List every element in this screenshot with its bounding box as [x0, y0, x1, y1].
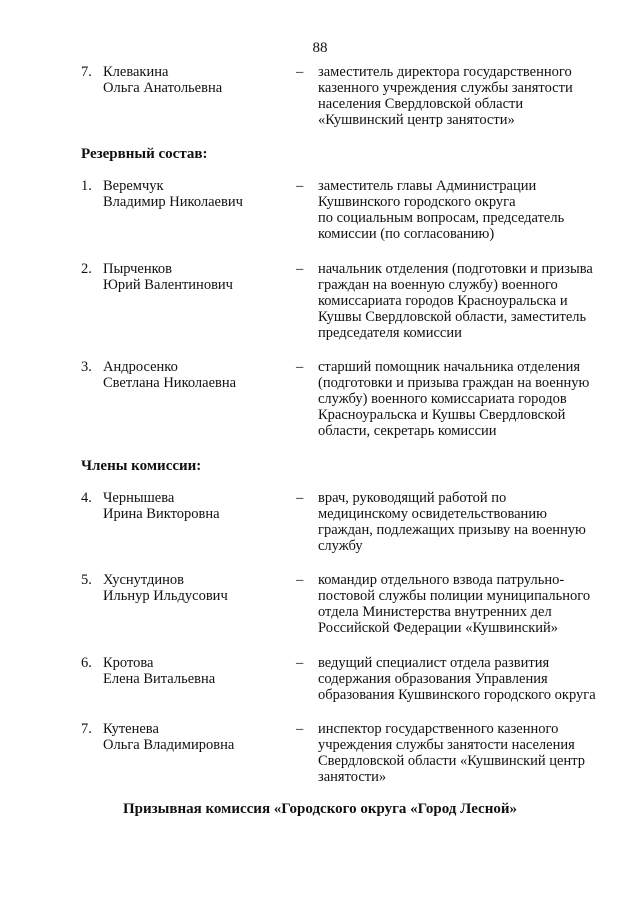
member-given-name: Ирина Викторовна — [103, 506, 220, 522]
position-line: области, секретарь комиссии — [318, 423, 497, 439]
member-given-name: Ольга Анатольевна — [103, 80, 223, 96]
member-name — [103, 64, 293, 96]
position-line: учреждения службы занятости населения — [318, 737, 575, 753]
member-given-name: Ольга Владимировна — [103, 737, 235, 753]
section-heading-reserve: Резервный состав: — [81, 146, 208, 162]
entry-number: 1. — [81, 178, 92, 194]
member-given-name: Светлана Николаевна — [103, 375, 237, 391]
member-surname: Хуснутдинов — [103, 572, 185, 588]
member-name — [103, 359, 293, 391]
member-given-name: Елена Витальевна — [103, 671, 216, 687]
member-position — [318, 359, 618, 439]
entry-number: 3. — [81, 359, 92, 375]
position-line: занятости» — [318, 769, 387, 785]
member-position — [318, 721, 618, 785]
position-line: содержания образования Управления — [318, 671, 548, 687]
member-given-name: Ильнур Ильдусович — [103, 588, 228, 604]
member-name — [103, 655, 293, 687]
member-position — [318, 178, 618, 242]
member-position — [318, 655, 618, 703]
position-line: по социальным вопросам, председатель — [318, 210, 565, 226]
entry-dash: – — [296, 655, 304, 671]
position-line: заместитель директора государственного — [318, 64, 572, 80]
position-line: граждан на военную службу) военного — [318, 277, 558, 293]
member-position — [318, 572, 618, 636]
member-name — [103, 572, 293, 604]
member-given-name: Юрий Валентинович — [103, 277, 233, 293]
position-line: Российской Федерации «Кушвинский» — [318, 620, 559, 636]
position-line: комиссии (по согласованию) — [318, 226, 495, 242]
section-heading-members: Члены комиссии: — [81, 458, 202, 474]
entry-number: 2. — [81, 261, 92, 277]
member-name — [103, 490, 293, 522]
member-surname: Веремчук — [103, 178, 164, 194]
position-line: старший помощник начальника отделения — [318, 359, 581, 375]
member-surname: Кротова — [103, 655, 154, 671]
position-line: командир отдельного взвода патрульно- — [318, 572, 565, 588]
position-line: Кушвы Свердловской области, заместитель — [318, 309, 587, 325]
position-line: отдела Министерства внутренних дел — [318, 604, 552, 620]
member-name — [103, 721, 293, 753]
entry-number: 4. — [81, 490, 92, 506]
position-line: населения Свердловской области — [318, 96, 524, 112]
member-given-name: Владимир Николаевич — [103, 194, 243, 210]
position-line: «Кушвинский центр занятости» — [318, 112, 515, 128]
position-line: ведущий специалист отдела развития — [318, 655, 550, 671]
page-number: 88 — [312, 40, 328, 56]
member-position — [318, 261, 618, 341]
position-line: заместитель главы Администрации — [318, 178, 537, 194]
entry-dash: – — [296, 64, 304, 80]
member-name — [103, 178, 293, 210]
position-line: начальник отделения (подготовки и призыва — [318, 261, 593, 277]
member-position — [318, 490, 618, 554]
commission-heading: Призывная комиссия «Городского округа «Город Лесной» — [122, 801, 518, 817]
position-line: Красноуральска и Кушвы Свердловской — [318, 407, 566, 423]
entry-dash: – — [296, 261, 304, 277]
position-line: комиссариата городов Красноуральска и — [318, 293, 568, 309]
entry-dash: – — [296, 721, 304, 737]
position-line: службу) военного комиссариата городов — [318, 391, 567, 407]
member-position — [318, 64, 618, 128]
entry-dash: – — [296, 490, 304, 506]
member-surname: Андросенко — [103, 359, 178, 375]
entry-number: 7. — [81, 721, 92, 737]
position-line: инспектор государственного казенного — [318, 721, 559, 737]
position-line: Кушвинского городского округа — [318, 194, 516, 210]
entry-number: 7. — [81, 64, 92, 80]
position-line: казенного учреждения службы занятости — [318, 80, 573, 96]
position-line: медицинскому освидетельствованию — [318, 506, 547, 522]
member-surname: Клевакина — [103, 64, 169, 80]
member-surname: Пырченков — [103, 261, 172, 277]
position-line: образования Кушвинского городского округа — [318, 687, 596, 703]
entry-dash: – — [296, 572, 304, 588]
position-line: (подготовки и призыва граждан на военную — [318, 375, 590, 391]
entry-dash: – — [296, 178, 304, 194]
position-line: граждан, подлежащих призыву на военную — [318, 522, 586, 538]
entry-number: 5. — [81, 572, 92, 588]
position-line: службу — [318, 538, 363, 554]
member-name — [103, 261, 293, 293]
position-line: председателя комиссии — [318, 325, 462, 341]
position-line: врач, руководящий работой по — [318, 490, 507, 506]
position-line: постовой службы полиции муниципального — [318, 588, 591, 604]
position-line: Свердловской области «Кушвинский центр — [318, 753, 585, 769]
entry-number: 6. — [81, 655, 92, 671]
entry-dash: – — [296, 359, 304, 375]
member-surname: Чернышева — [103, 490, 175, 506]
member-surname: Кутенева — [103, 721, 159, 737]
